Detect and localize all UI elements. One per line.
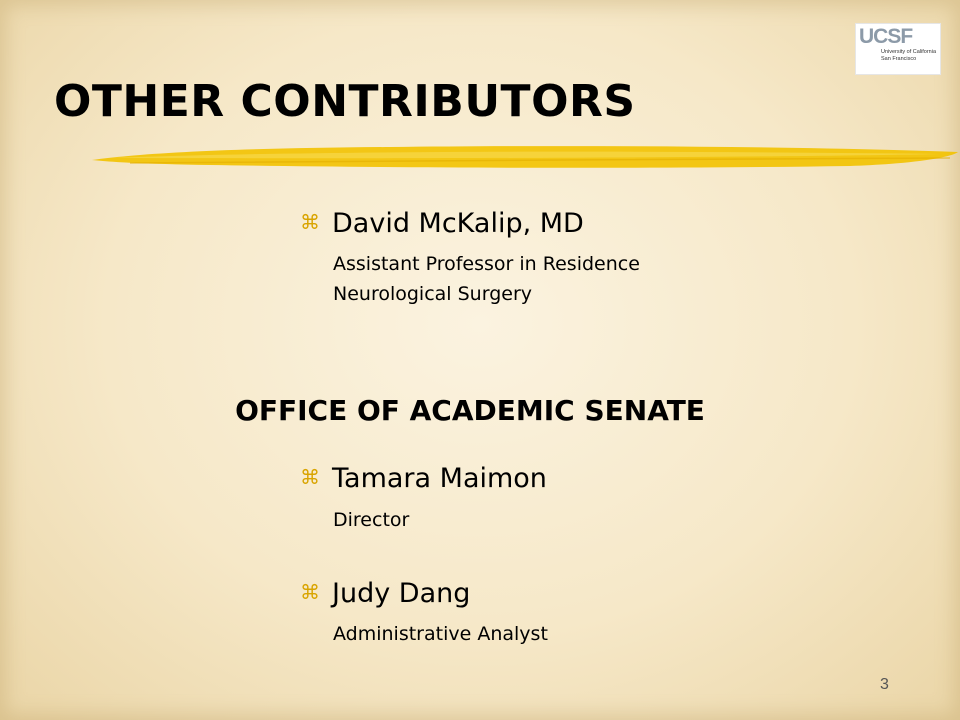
contributor-item (300, 208, 584, 239)
contributor-name: David McKalip, MD (332, 208, 584, 239)
senate-staff-item (300, 463, 547, 494)
staff-role: Administrative Analyst (333, 623, 548, 645)
ucsf-logo (855, 23, 941, 75)
title-underline-brush (90, 138, 960, 178)
command-key-icon: ⌘ (300, 465, 320, 489)
page-number: 3 (880, 676, 889, 693)
logo-text: University of California San Francisco (881, 49, 937, 62)
senate-staff-item (300, 578, 470, 609)
command-key-icon: ⌘ (300, 580, 320, 604)
staff-name: Tamara Maimon (332, 463, 547, 494)
staff-role: Director (333, 509, 410, 531)
logo-mark: UCSF (859, 25, 913, 48)
section-heading: OFFICE OF ACADEMIC SENATE (235, 394, 705, 427)
command-key-icon: ⌘ (300, 210, 320, 234)
slide-title: OTHER CONTRIBUTORS (54, 76, 636, 127)
contributor-title: Assistant Professor in Residence (333, 253, 640, 275)
staff-name: Judy Dang (332, 578, 471, 609)
contributor-department: Neurological Surgery (333, 283, 532, 305)
